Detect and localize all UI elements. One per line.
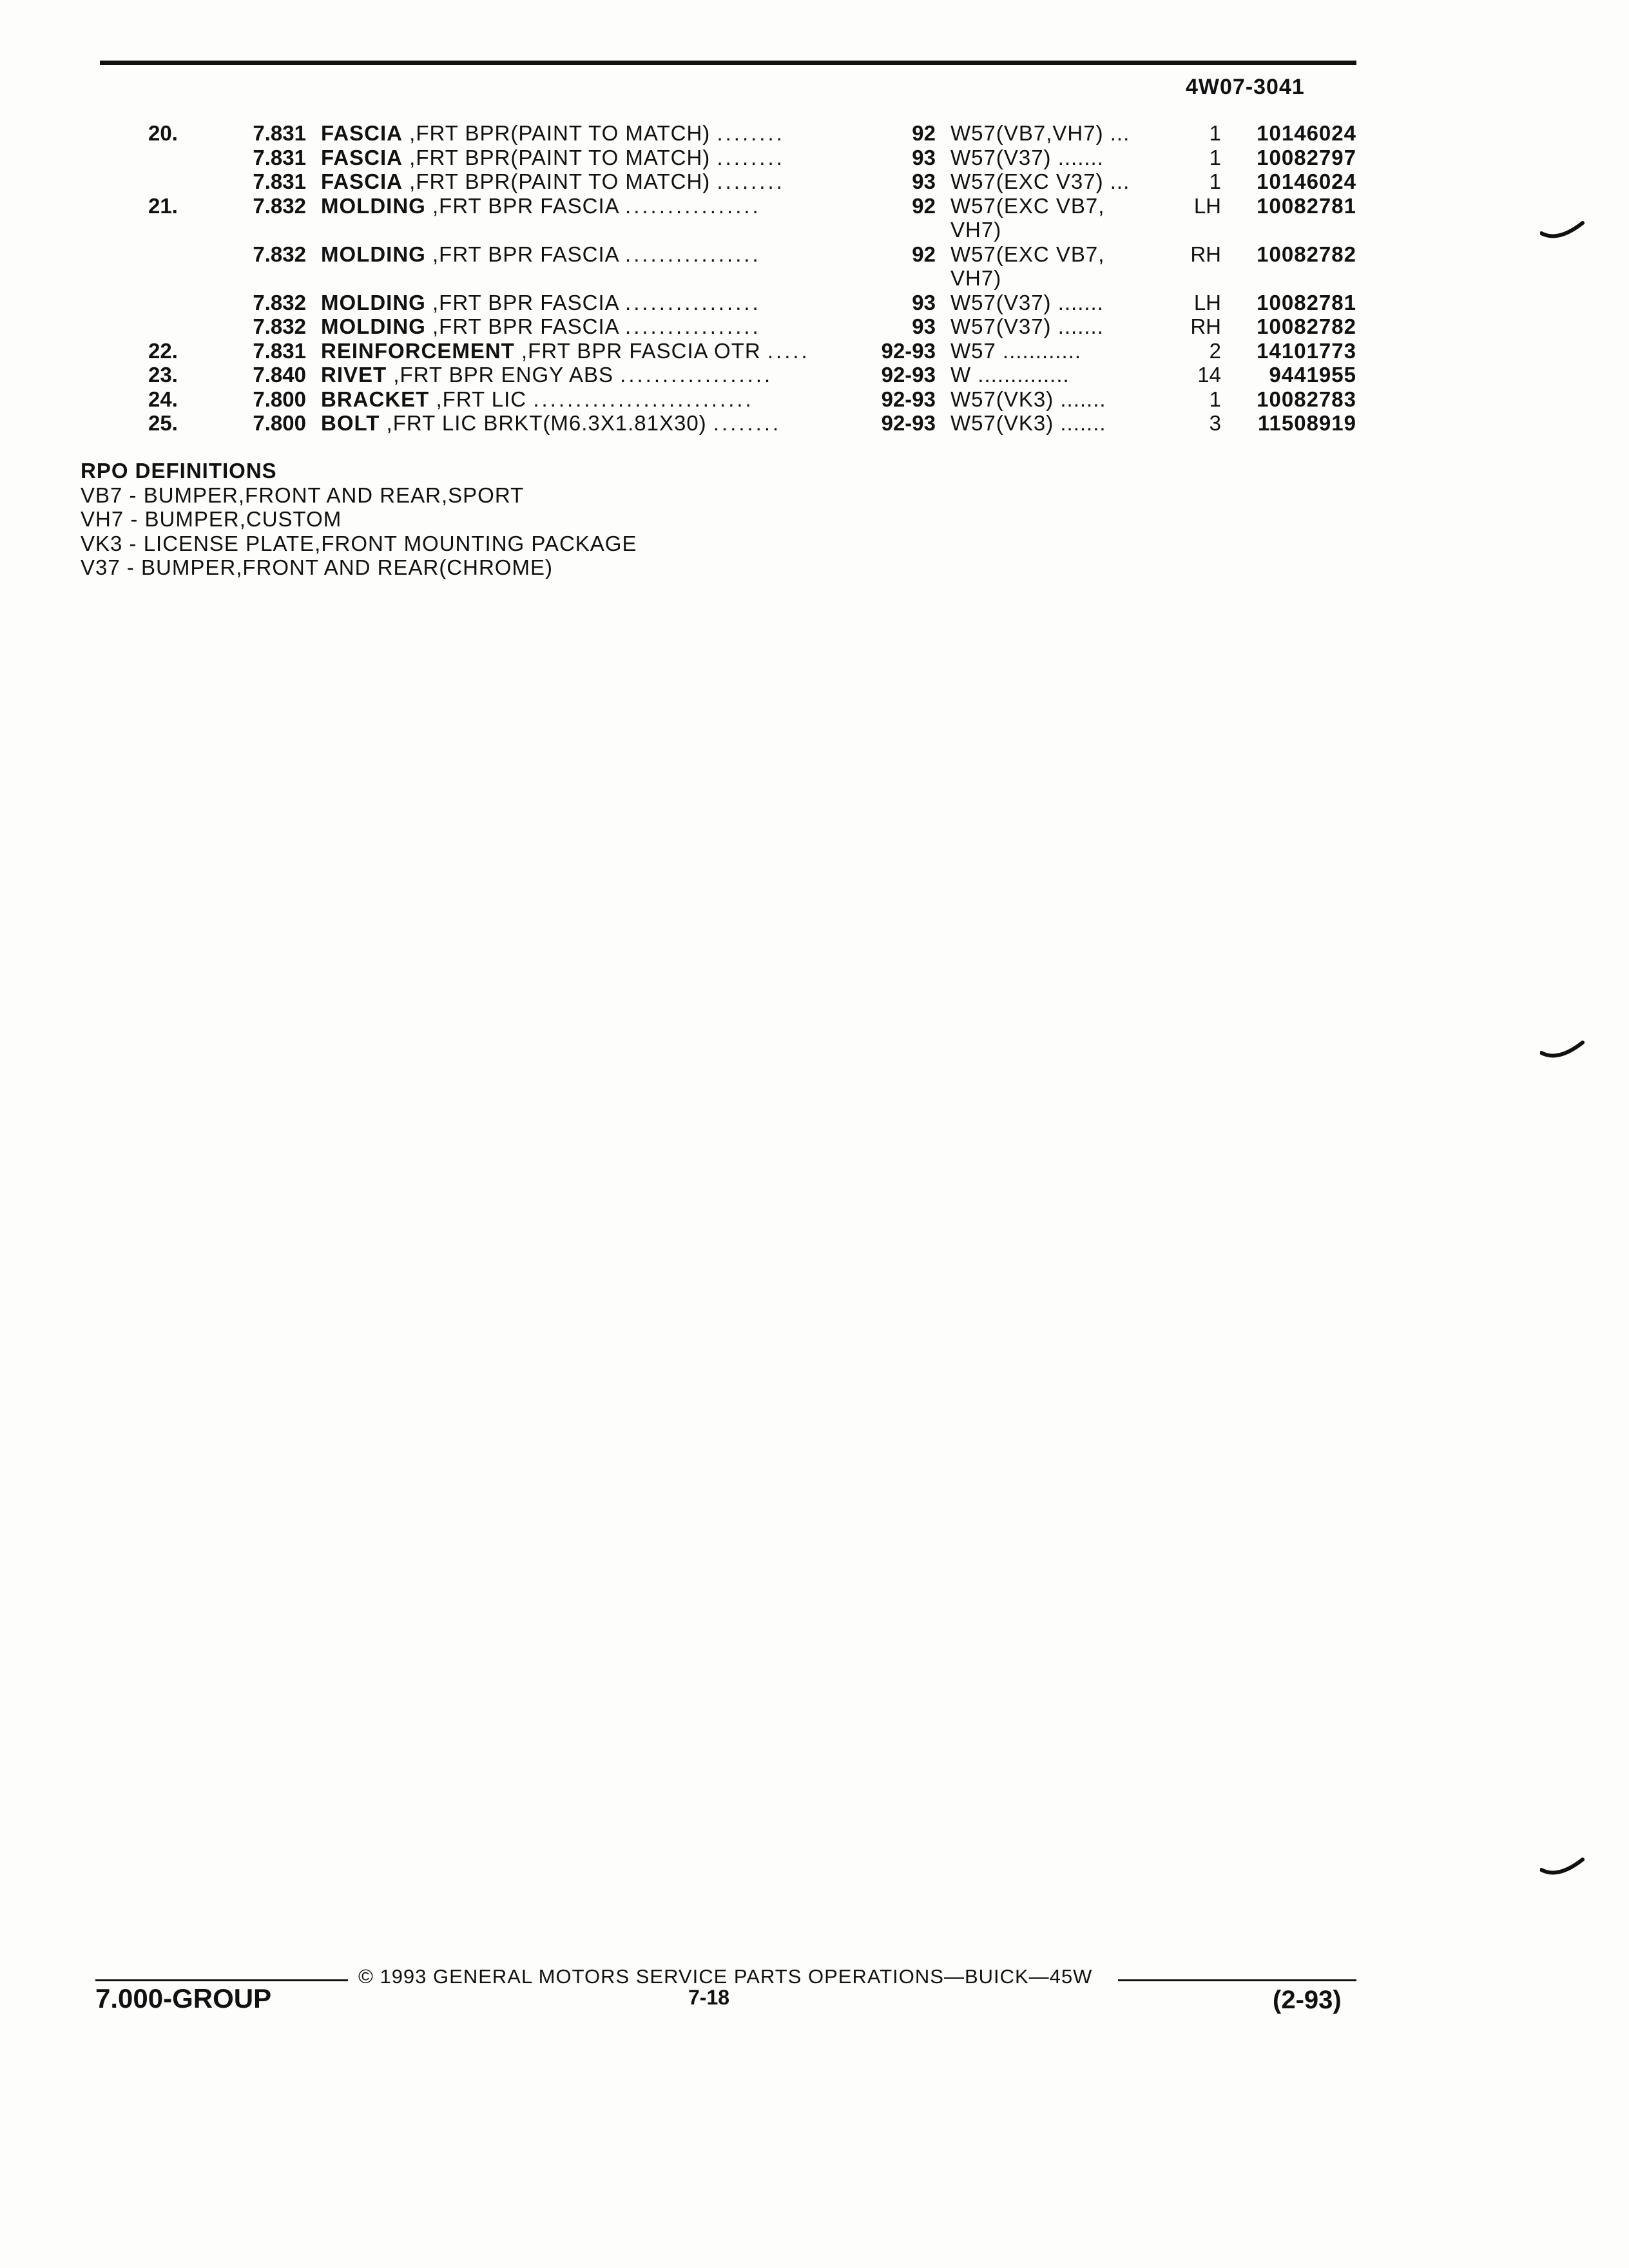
model-year: 92 xyxy=(912,242,936,266)
group-number: 7.832 xyxy=(253,314,306,338)
model-year: 93 xyxy=(912,314,936,338)
table-row xyxy=(0,363,1629,387)
group-number: 7.832 xyxy=(253,290,306,314)
part-number: 14101773 xyxy=(1257,338,1356,363)
part-name: MOLDING xyxy=(321,242,426,266)
rpo-definition: VH7 - BUMPER,CUSTOM xyxy=(81,507,342,531)
binder-mark-icon xyxy=(1540,219,1585,245)
leader-dots: ..... xyxy=(767,338,810,363)
part-detail: ,FRT BPR FASCIA xyxy=(425,193,619,218)
leader-dots: ................ xyxy=(625,314,761,338)
leader-dots: .......................... xyxy=(533,387,754,411)
item-number: 22. xyxy=(148,338,178,363)
table-row xyxy=(0,242,1629,291)
model-year: 92-93 xyxy=(881,363,936,387)
usage: W .............. xyxy=(950,363,1070,387)
usage: W57(EXC VB7, VH7) xyxy=(950,242,1105,290)
part-description xyxy=(321,339,843,363)
part-description xyxy=(321,242,843,267)
item-number: 25. xyxy=(148,411,178,435)
part-description xyxy=(321,169,843,194)
part-number: 10146024 xyxy=(1257,169,1356,193)
rpo-definitions xyxy=(81,459,637,580)
parts-table xyxy=(0,121,1629,436)
quantity: 3 xyxy=(1209,411,1221,435)
part-detail: ,FRT BPR FASCIA xyxy=(425,314,619,338)
leader-dots: ................ xyxy=(625,242,761,266)
usage: W57(V37) ....... xyxy=(950,145,1104,169)
leader-dots: ........ xyxy=(717,145,785,169)
table-row xyxy=(0,314,1629,339)
part-detail: ,FRT BPR FASCIA xyxy=(425,290,619,314)
usage: W57 ............ xyxy=(950,338,1082,363)
footer-rule-left xyxy=(95,1979,348,1981)
part-description xyxy=(321,291,843,315)
usage: W57(VB7,VH7) ... xyxy=(950,121,1130,145)
part-name: MOLDING xyxy=(321,193,426,218)
top-rule xyxy=(100,61,1356,65)
model-year: 92-93 xyxy=(881,411,936,435)
model-year: 92 xyxy=(912,193,936,218)
rpo-definition: VB7 - BUMPER,FRONT AND REAR,SPORT xyxy=(81,483,525,507)
group-number: 7.840 xyxy=(253,363,306,387)
group-number: 7.831 xyxy=(253,145,306,169)
usage: W57(V37) ....... xyxy=(950,314,1104,338)
usage: W57(VK3) ....... xyxy=(950,387,1106,411)
part-description xyxy=(321,411,843,436)
rpo-title: RPO DEFINITIONS xyxy=(81,459,277,483)
group-number: 7.800 xyxy=(253,387,306,411)
part-name: REINFORCEMENT xyxy=(321,338,515,363)
part-number: 10082781 xyxy=(1257,193,1356,218)
part-description xyxy=(321,121,843,146)
quantity: LH xyxy=(1193,193,1221,218)
part-detail: ,FRT BPR(PAINT TO MATCH) xyxy=(403,169,711,193)
part-number: 9441955 xyxy=(1269,363,1356,387)
part-detail: ,FRT BPR(PAINT TO MATCH) xyxy=(403,145,711,169)
part-detail: ,FRT BPR(PAINT TO MATCH) xyxy=(403,121,711,145)
part-detail: ,FRT LIC xyxy=(429,387,527,411)
model-year: 93 xyxy=(912,290,936,314)
part-name: BOLT xyxy=(321,411,380,435)
model-year: 92 xyxy=(912,121,936,145)
part-description xyxy=(321,194,843,218)
part-detail: ,FRT BPR FASCIA xyxy=(425,242,619,266)
item-number: 20. xyxy=(148,121,178,145)
usage: W57(VK3) ....... xyxy=(950,411,1106,435)
part-number: 11508919 xyxy=(1257,411,1356,435)
table-row xyxy=(0,121,1629,146)
part-description xyxy=(321,363,843,387)
table-row xyxy=(0,411,1629,436)
item-number: 21. xyxy=(148,193,178,218)
group-number: 7.831 xyxy=(253,169,306,193)
quantity: 1 xyxy=(1209,121,1221,145)
quantity: LH xyxy=(1193,290,1221,314)
part-name: FASCIA xyxy=(321,169,403,193)
table-row xyxy=(0,169,1629,194)
part-name: MOLDING xyxy=(321,290,426,314)
table-row xyxy=(0,339,1629,363)
table-row xyxy=(0,291,1629,315)
quantity: RH xyxy=(1190,314,1221,338)
usage: W57(EXC VB7, VH7) xyxy=(950,193,1105,242)
leader-dots: ........ xyxy=(713,411,782,435)
part-number: 10082782 xyxy=(1257,314,1356,338)
quantity: 14 xyxy=(1197,363,1221,387)
model-year: 92-93 xyxy=(881,387,936,411)
footer-rule-right xyxy=(1118,1979,1356,1981)
part-name: MOLDING xyxy=(321,314,426,338)
model-year: 93 xyxy=(912,145,936,169)
part-description xyxy=(321,387,843,412)
leader-dots: ................ xyxy=(625,193,761,218)
group-number: 7.832 xyxy=(253,193,306,218)
part-name: FASCIA xyxy=(321,145,403,169)
quantity: RH xyxy=(1190,242,1221,266)
usage: W57(V37) ....... xyxy=(950,290,1104,314)
footer-page-number: 7-18 xyxy=(688,1986,730,2009)
leader-dots: .................. xyxy=(620,363,773,387)
part-detail: ,FRT LIC BRKT(M6.3X1.81X30) xyxy=(380,411,707,435)
leader-dots: ........ xyxy=(717,121,785,145)
part-name: RIVET xyxy=(321,363,387,387)
part-detail: ,FRT BPR ENGY ABS xyxy=(387,363,613,387)
part-detail: ,FRT BPR FASCIA OTR xyxy=(514,338,761,363)
table-row xyxy=(0,146,1629,170)
quantity: 1 xyxy=(1209,169,1221,193)
part-number: 10082797 xyxy=(1257,145,1356,169)
footer-copyright: © 1993 GENERAL MOTORS SERVICE PARTS OPERATIONS—BUICK—45W xyxy=(358,1965,1093,1988)
model-year: 93 xyxy=(912,169,936,193)
item-number: 24. xyxy=(148,387,178,411)
table-row xyxy=(0,387,1629,412)
group-number: 7.832 xyxy=(253,242,306,266)
part-number: 10082783 xyxy=(1257,387,1356,411)
table-row xyxy=(0,194,1629,242)
rpo-definition: VK3 - LICENSE PLATE,FRONT MOUNTING PACKAGE xyxy=(81,531,637,555)
model-year: 92-93 xyxy=(881,338,936,363)
part-number: 10082781 xyxy=(1257,290,1356,314)
part-name: FASCIA xyxy=(321,121,403,145)
page-code: 4W07-3041 xyxy=(1186,75,1305,99)
leader-dots: ................ xyxy=(625,290,761,314)
footer-date: (2-93) xyxy=(1273,1986,1342,2014)
group-number: 7.831 xyxy=(253,121,306,145)
group-number: 7.800 xyxy=(253,411,306,435)
quantity: 2 xyxy=(1209,338,1221,363)
leader-dots: ........ xyxy=(717,169,785,193)
rpo-definition: V37 - BUMPER,FRONT AND REAR(CHROME) xyxy=(81,555,553,579)
usage: W57(EXC V37) ... xyxy=(950,169,1130,193)
binder-mark-icon xyxy=(1540,1039,1585,1064)
footer-group: 7.000-GROUP xyxy=(95,1983,272,2013)
group-number: 7.831 xyxy=(253,338,306,363)
part-number: 10082782 xyxy=(1257,242,1356,266)
binder-mark-icon xyxy=(1540,1856,1585,1881)
part-description xyxy=(321,314,843,339)
item-number: 23. xyxy=(148,363,178,387)
quantity: 1 xyxy=(1209,387,1221,411)
part-number: 10146024 xyxy=(1257,121,1356,145)
part-description xyxy=(321,146,843,170)
part-name: BRACKET xyxy=(321,387,430,411)
quantity: 1 xyxy=(1209,145,1221,169)
